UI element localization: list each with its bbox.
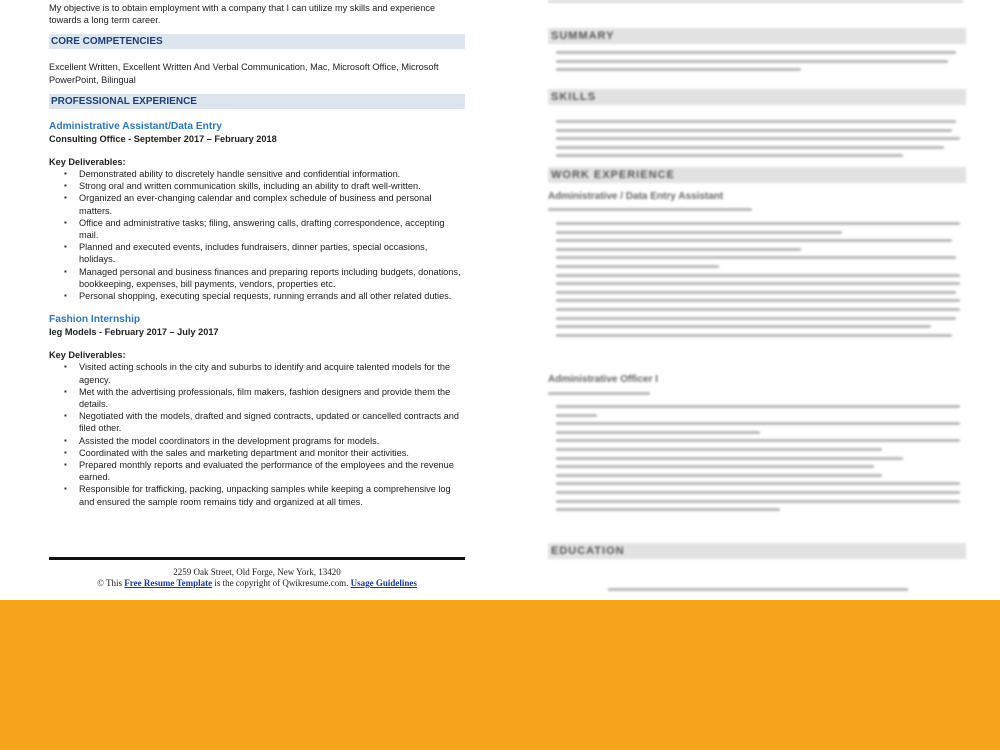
list-item: ▪ Negotiated with the models, drafted and signed contracts, updated or cancelled contracts and filed other. [79,410,465,434]
list-item: ▪ Personal shopping, executing special requests, running errands and all other related duties. [79,290,465,302]
footer-copyright [49,577,465,589]
professional-experience-heading: PROFESSIONAL EXPERIENCE [49,94,465,109]
resume-page-left [0,0,505,595]
list-item: ▪ Prepared monthly reports and evaluated the performance of the employees and the revenue earned. [79,459,465,483]
deliverables-list [49,168,465,302]
usage-guidelines-link[interactable]: Usage Guidelines [350,578,417,588]
resume-page-right [518,0,1000,600]
skills-lines [556,120,964,163]
objective-text: My objective is to obtain employment with a company that I can utilize my skills and experience towards a long term career. [49,3,436,26]
summary-heading: SUMMARY [548,28,966,44]
deliverables-list [49,361,465,507]
list-item: ▪ Demonstrated ability to discretely handle sensitive and confidential information. [79,168,465,180]
key-deliverables-label: Key Deliverables: [49,156,126,167]
job-meta: Ieg Models - February 2017 – July 2017 [49,327,219,338]
skills-heading: SKILLS [548,89,966,105]
summary-lines [556,51,964,77]
education-heading: EDUCATION [548,543,966,559]
job2-meta-line [548,392,956,401]
job-entry [49,120,465,302]
core-competencies-text: Excellent Written, Excellent Written And Verbal Communication, Mac, Microsoft Office, Microsoft PowerPoint, Bilingual [49,62,439,85]
list-item: ▪ Planned and executed events, includes fundraisers, dinner parties, special occasions, holidays. [79,241,465,265]
footer-divider [49,557,465,560]
resume-content [49,0,465,508]
top-blurred-bar [548,0,963,3]
list-item: ▪ Managed personal and business finances and preparing reports including budgets, donations, bookkeeping, expenses, bill payments, vendors, properties etc. [79,266,465,290]
job-entry [49,313,465,508]
footer-middle: is the copyright of Qwikresume.com. [212,578,351,588]
list-item: ▪ Office and administrative tasks; filing, answering calls, drafting correspondence, accepting mail. [79,217,465,241]
list-item: ▪ Responsible for trafficking, packing, unpacking samples while keeping a comprehensive log and ensured the sample room remains tidy and organized at all times. [79,483,465,507]
core-competencies-heading: CORE COMPETENCIES [49,34,465,49]
list-item: ▪ Met with the advertising professionals, film makers, fashion designers and provide them the details. [79,386,465,410]
job-meta: Consulting Office - September 2017 – February 2018 [49,133,277,144]
key-deliverables-label: Key Deliverables: [49,350,126,361]
list-item: ▪ Strong oral and written communication skills, including an ability to draft well-written. [79,180,465,192]
free-resume-template-link[interactable]: Free Resume Template [124,578,213,588]
job1-bullet-lines [556,222,964,342]
job-title: Administrative Assistant/Data Entry [49,120,222,132]
job-title: Fashion Internship [49,314,141,326]
blurred-job-title-2: Administrative Officer I [548,374,659,385]
footer-prefix: © This [97,578,125,588]
work-experience-heading: WORK EXPERIENCE [548,167,966,183]
job2-bullet-lines [556,405,964,517]
list-item: ▪ Coordinated with the sales and marketing department and monitor their activities. [79,447,465,459]
job1-meta-line [548,208,956,217]
list-item: ▪ Assisted the model coordinators in the development programs for models. [79,435,465,447]
list-item: ▪ Visited acting schools in the city and suburbs to identify and acquire talented models for the agency. [79,361,465,385]
right-footer-line [608,588,908,591]
footer-address: 2259 Oak Street, Old Forge, New York, 13420 [173,567,341,577]
blurred-job-title-1: Administrative / Data Entry Assistant [548,191,724,202]
list-item: ▪ Organized an ever-changing calendar and complex schedule of business and personal matters. [79,192,465,216]
